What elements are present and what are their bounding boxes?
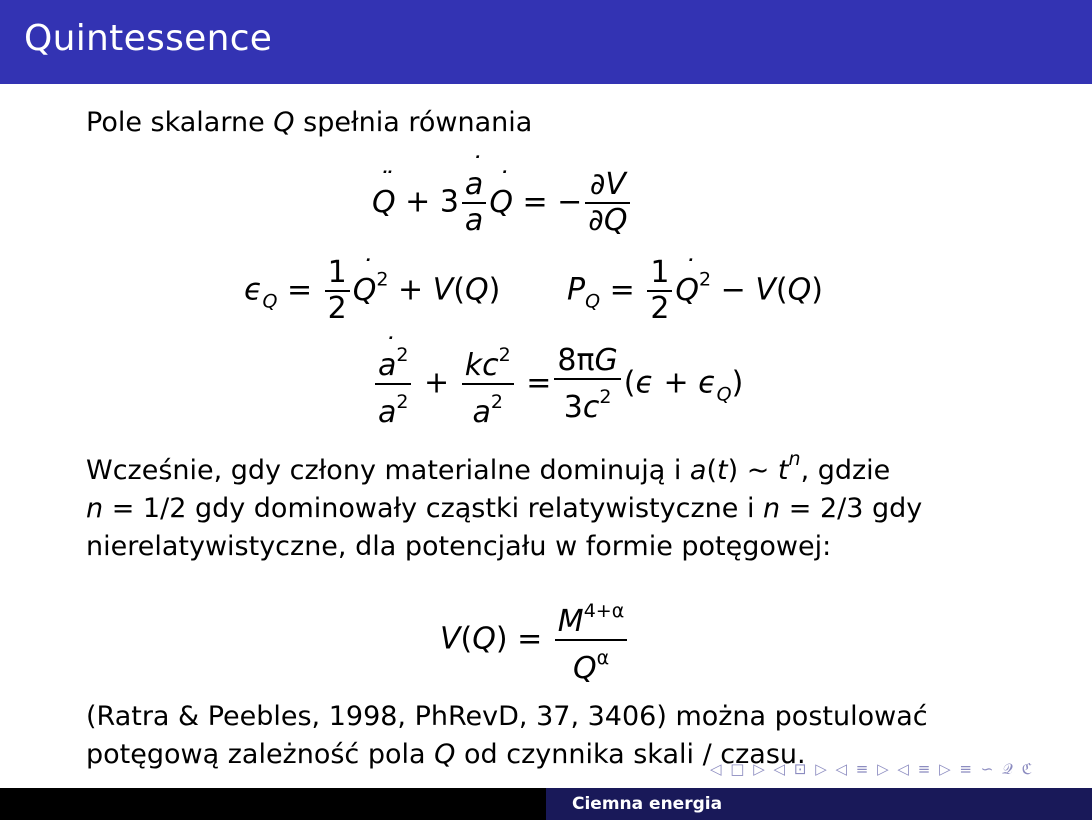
equation-friedmann: ˙ $\frac{a^2}{a^2}$ + $\frac{kc^2}{a^2}$ = $\frac{8\pi G}{3c^2}$ $(\epsilon + \epsilon_Q)$: [372, 338, 743, 430]
slide-title: Quintessence: [24, 18, 273, 59]
paragraph-line: n = 1/2 gdy dominowały cząstki relatywistyczne i n = 2/3 gdy: [86, 493, 923, 524]
equation-field: ¨ Q + 3 ˙ $\frac{a}{a}$ ˙ Q = − $\frac{\partial V}{\partial Q}$: [372, 168, 633, 238]
beamer-navigation-icons[interactable]: ◁ □ ▷ ◁ ⊡ ▷ ◁ ≡ ▷ ◁ ≡ ▷ ≡ ∽ 𝒬 ℭ: [710, 760, 1035, 778]
paragraph-line: (Ratra & Peebles, 1998, PhRevD, 37, 3406) można postulować: [86, 701, 928, 732]
equation-energy-pressure: $\epsilon_Q$ = $\frac{1}{2}$ ˙ $Q^2 + V(Q)$ $P_Q$ = $\frac{1}{2}$ ˙ $Q^2 - V(Q)$: [244, 256, 823, 326]
title-bar: [0, 0, 1092, 84]
footer-bar: [0, 788, 1092, 820]
equation-potential: V(Q) = $\frac{M^{4+\alpha}}{Q^\alpha}$: [440, 594, 630, 686]
footer-left: [0, 788, 546, 820]
footer-section-label: Ciemna energia: [572, 794, 723, 814]
paragraph-line: potęgową zależność pola Q od czynnika skali / czasu.: [86, 739, 806, 770]
intro-text: Pole skalarne Q spełnia równania: [86, 107, 533, 138]
paragraph-line: nierelatywistyczne, dla potencjału w formie potęgowej:: [86, 531, 832, 562]
paragraph-early-times: [86, 440, 922, 566]
paragraph-line: Wcześnie, gdy człony materialne dominują i a(t) ∼ $t^n$, gdzie: [86, 448, 891, 486]
